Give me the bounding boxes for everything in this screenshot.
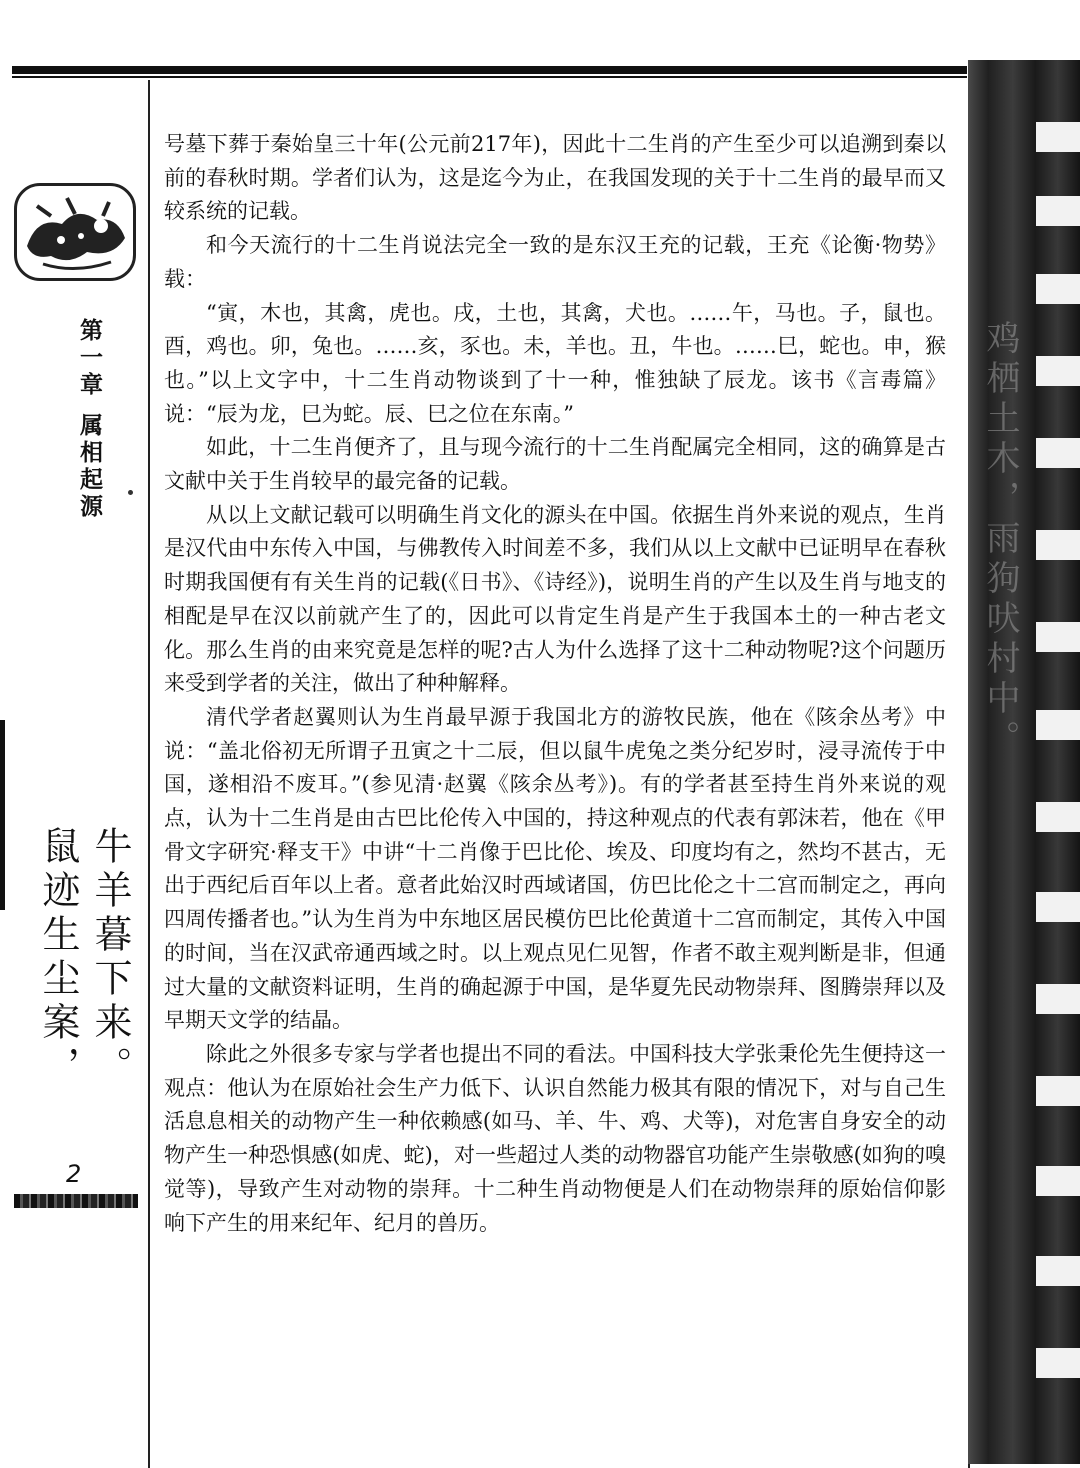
strip-notch (1036, 1166, 1080, 1196)
strip-notch (1036, 984, 1080, 1014)
paragraph: 和今天流行的十二生肖说法完全一致的是东汉王充的记载，王充《论衡·物势》载： (164, 233, 946, 291)
chapter-heading (54, 318, 104, 521)
chapter-label: 第一章 (76, 318, 102, 399)
strip-notch (1036, 1348, 1080, 1378)
strip-notch (1036, 530, 1080, 560)
page-number: 2 (66, 1160, 82, 1188)
chapter-title: 属相起源 (76, 413, 102, 521)
page-number-bar (14, 1194, 138, 1208)
margin-poem-line-2: 鼠迹生尘案， (36, 826, 80, 1090)
paragraph: 除此之外很多专家与学者也提出不同的看法。中国科技大学张秉伦先生便持这一观点：他认为在原始社会生产力低下、认识自然能力极其有限的情况下，对与自己生活息息相关的动物产生一种依赖感(如马、羊、牛、鸡、犬等)，对危害自身安全的动物产生一种恐惧感(如虎、蛇)，对一些超过人类的动物器官功能产生崇敬感(如狗的嗅觉等)，导致产生对动物的崇拜。十二种生肖动物便是人们在动物崇拜的原始信仰影响下产生的用来纪年、纪月的兽历。 (164, 1041, 946, 1235)
paragraph: 如此，十二生肖便齐了，且与现今流行的十二生肖配属完全相同，这的确算是古文献中关于生肖较早的最完备的记载。 (164, 435, 946, 494)
strip-notch (1036, 438, 1080, 468)
strip-notch (1036, 802, 1080, 832)
strip-notch (1036, 622, 1080, 652)
strip-notch (1036, 892, 1080, 922)
strip-notch (1036, 1256, 1080, 1286)
strip-notch (1036, 1076, 1080, 1106)
strip-notch (1036, 274, 1080, 304)
zodiac-emblem-illustration (14, 183, 136, 281)
strip-faint-calligraphy: 鸡栖土木，雨狗吠村中。 (980, 320, 1020, 760)
paragraph: 从以上文献记载可以明确生肖文化的源头在中国。依据生肖外来说的观点，生肖是汉代由中东传入中国，与佛教传入时间差不多，我们从以上文献中已证明早在春秋时期我国便有有关生肖的记载(《日书》、《诗经》)，说明生肖的产生以及生肖与地支的相配是早在汉以前就产生了的，因此可以肯定生肖是产生于我国本土的一种古老文化。那么生肖的由来究竟是怎样的呢?古人为什么选择了这十二种动物呢?这个问题历来受到学者的关注，做出了种种解释。 (164, 502, 946, 696)
strip-notch (1036, 710, 1080, 740)
decorative-side-strip (968, 60, 1080, 1464)
strip-notch (1036, 196, 1080, 226)
top-rule (12, 66, 967, 74)
paragraph: 清代学者赵翼则认为生肖最早源于我国北方的游牧民族，他在《陔余丛考》中说：“盖北俗初无所谓子丑寅之十二辰，但以鼠牛虎兔之类分纪岁时，浸寻流传于中国，遂相沿不废耳。”(参见清·赵翼《陔余丛考》)。有的学者甚至持生肖外来说的观点，认为十二生肖是由古巴比伦传入中国的，持这种观点的代表有郭沫若，他在《甲骨文字研究·释支干》中讲“十二肖像于巴比伦、埃及、印度均有之，然均不甚古，无出于西纪后百年以上者。意者此始汉时西域诸国，仿巴比伦之十二宫而制定之，再向四周传播者也。”认为生肖为中东地区居民模仿巴比伦黄道十二宫而制定，其传入中国的时间，当在汉武帝通西域之时。以上观点见仁见智，作者不敢主观判断是非，但通过大量的文献资料证明，生肖的确起源于中国，是华夏先民动物崇拜、图腾崇拜以及早期天文学的结晶。 (164, 704, 946, 1033)
margin-side-rule (0, 720, 5, 910)
paragraph: 号墓下葬于秦始皇三十年(公元前217年)，因此十二生肖的产生至少可以追溯到秦以前的春秋时期。学者们认为，这是迄今为止，在我国发现的关于十二生肖的最早而又较系统的记载。 (164, 132, 946, 224)
strip-notch (1036, 356, 1080, 386)
margin-dot (128, 490, 133, 495)
body-text (164, 128, 946, 1240)
margin-poem-line-1: 牛羊暮下来。 (88, 826, 132, 1090)
top-rule-thin (12, 76, 967, 78)
paragraph-quote: “寅，木也，其禽，虎也。戌，土也，其禽，犬也。……午，马也。子，鼠也。酉，鸡也。卯，兔也。……亥，豕也。未，羊也。丑，牛也。……巳，蛇也。申，猴也。”以上文字中，十二生肖动物谈到了十一种，惟独缺了辰龙。该书《言毒篇》说：“辰为龙，巳为蛇。辰、巳之位在东南。” (164, 300, 946, 426)
strip-notch (1036, 122, 1080, 152)
